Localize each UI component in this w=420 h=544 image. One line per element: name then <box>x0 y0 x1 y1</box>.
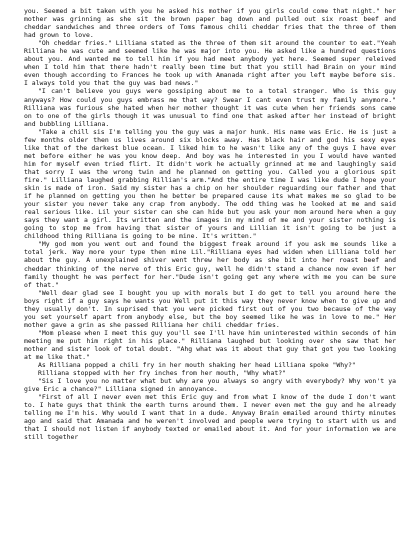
paragraph-2: "Oh cheddar fries." Lilliana stated as the three of them sit around the counter to eat."Yeah Rilliana he was cute and seemed like he was major into you. He asked like a hundred questions about you. And wanted me to tell him if you had meet anybody yet here. Seemed super releived when I told him that there hadn't really been time but that you still had Brain on your mind even though according to Frances he took up with Amanada right after you left maybe before sis. I always told you that the guy was bad news." <box>24 39 396 88</box>
paragraph-11: "First of all I never even met this Eric guy and from what I know of the dude I don't want to. I hate guys that think the earth turns around them. I never even met the guy and he already telling me I'm his. Why would I want that in a dude. Anyway Brain emailed around thirty minutes ago and said that Amanada and he weren't involved and people were trying to start with us and that I should not listen if anybody texted or emailed about it. And for your information we are still together <box>24 393 396 442</box>
paragraph-1: you. Seemed a bit taken with you he asked his mother if you girls could come that night." her mother was grinning as she sit the brown paper bag down and pulled out six roast beef and cheddar sandwiches and three orders of Toms famous chili cheddar fries that the three of them had grown to love. <box>24 7 396 40</box>
paragraph-3: "I can't believe you guys were gossiping about me to a total stranger. Who is this guy anyways? How could you guys embrass me that way? Swear I cant even trust my family anymore." Rilliana was furious she hated when her mother thought it was cute when her friends sons came on to one of the girls though it was unusual to find one that asked after her instead of bright and bubbling Lilliana. <box>24 87 396 128</box>
paragraph-8: As Rilliana popped a chili fry in her mouth shaking her head Lilliana spoke "Why?" <box>38 361 356 370</box>
paragraph-6: "Well dear glad see I bought you up with morals but I do get to tell you around here the boys right if a guy says he wants you Well put it this way they never know when to give up and they usually don't. In suprised that you were picked first out of you two because of the way you set yourself apart from anybody else, but the boy seemed like he was in love to me." Her mother gave a grin as she passed Rilliana her chili cheddar fries. <box>24 288 396 329</box>
paragraph-7: "Mom please when I meet this guy you'll see I'll have him uninterested within seconds of him meeting me put him right in his place." Rilliana laughed but looking over she saw that her mother and sister look of total doubt. "Ahg what was it about that guy that got you two looking at me like that." <box>24 328 396 362</box>
paragraph-9: Rilliana stopped with her fry inches from her mouth, "Why what?" <box>38 369 287 378</box>
paragraph-10: "Sis I love you no matter what but why are you always so angry with everybody? Why won't ya give Eric a chance?" Lilliana signed in annoyance. <box>24 377 396 394</box>
document-body <box>24 7 396 442</box>
paragraph-4: "Take a chill sis I'm telling you the guy was a major hunk. His name was Eric. He is just a few months older then us lives around six blocks away. Has black hair and god his sexy eyes like that of the darkest blue ocean. I liked him to he wasn't like any of the guys I have ever met before either he was you know deep. And boy was he interested in you I would have wanted him for myself even tried flirt. It didn't work he actually grinned at me and laughingly said that sorry I was the wrong twin and he planned on getting you. Called you a glorious spit fire." Lilliana laughed grabbing Rillian's arm."And the entire time I was like dude I hope your skin is made of iron. Said my sister has a chip on her shoulder reguarding our father and that if he planned on getting you then he better be prepared cause its what makes me so glad to be your sister you never take any crap from anybody. The odd thing was he looked at me and said real serious like. Lil your sister can she can hide but you ask your mom around here when a guy says they want a girl. Its written and the images in my mind of me and your sister nothing is going to stop me from having that sister of yours and Lillian it isn't going to be just a childhood thing Rilliana is going to be mine. It's written." <box>24 127 396 241</box>
paragraph-5: "My god mom you went out and found the biggest freak around if you ask me sounds like a total jerk. Way more your type then mine Lil."Rilliana eyes had widen when Lilliana told her about the guy. A unexplained shiver went threw her body as she bit into her roast beef and cheddar thinking of the nerve of this Eric guy, well he didn't stand a chance now even if her family thought he was perfect for her."Dude isn't going get any where with me you can be sure of that." <box>24 240 396 289</box>
